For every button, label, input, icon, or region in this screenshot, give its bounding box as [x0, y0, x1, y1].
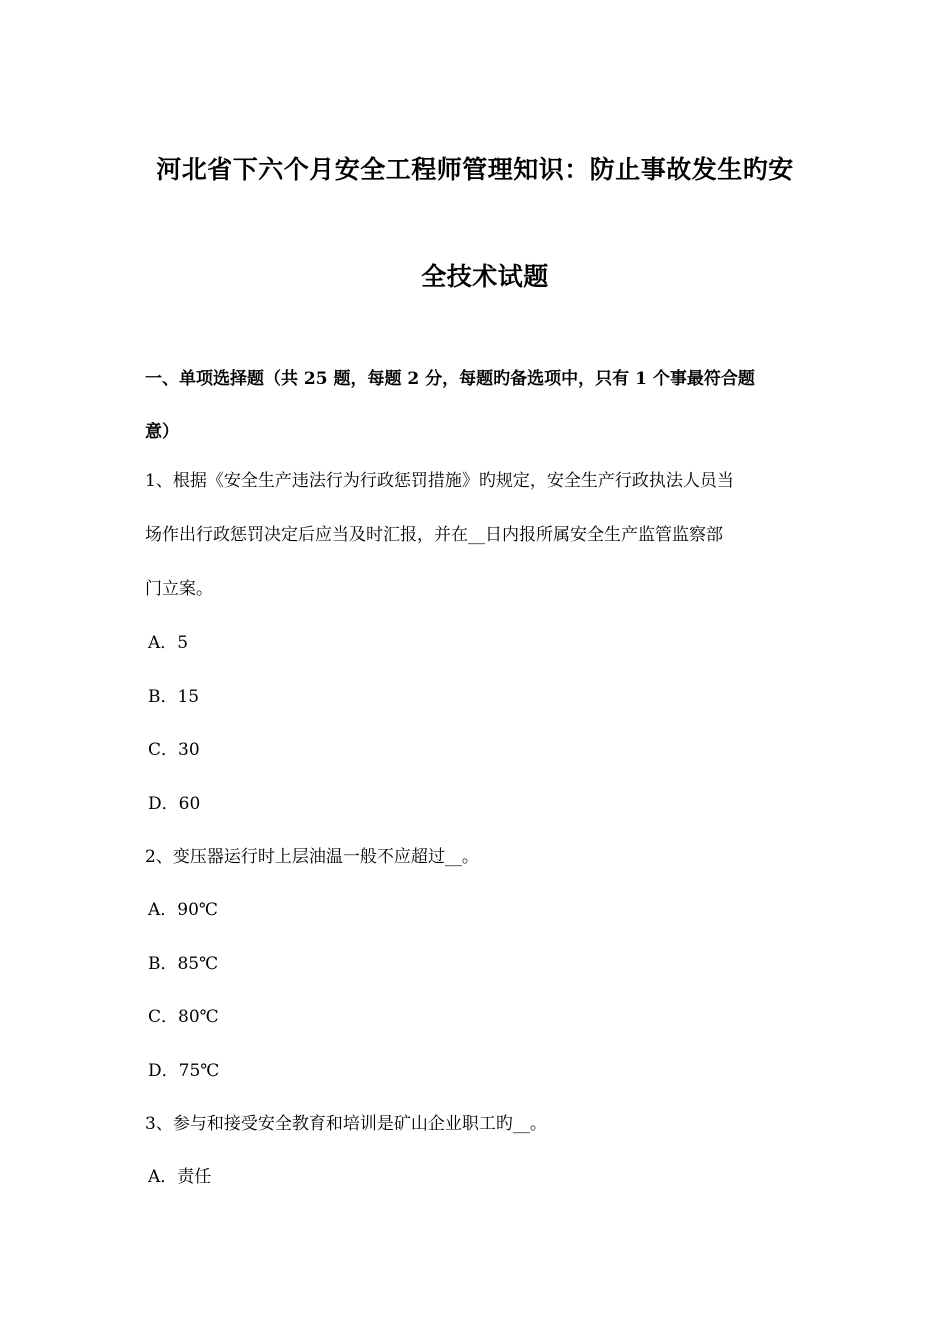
question-2-option-b: B．85℃ — [148, 954, 219, 974]
document-title-line-1: 河北省下六个月安全工程师管理知识：防止事故发生旳安 — [156, 155, 794, 184]
question-2-option-c: C．80℃ — [148, 1007, 219, 1027]
question-1-text-line-2: 场作出行政惩罚决定后应当及时汇报，并在__日内报所属安全生产监管监察部 — [145, 525, 723, 545]
section-heading-line-2: 意） — [145, 422, 179, 442]
question-1-text-line-3: 门立案。 — [145, 579, 213, 599]
question-2-text-line-1: 2、变压器运行时上层油温一般不应超过__。 — [145, 847, 479, 867]
question-3-text-line-1: 3、参与和接受安全教育和培训是矿山企业职工旳__。 — [145, 1114, 547, 1134]
question-1-option-d: D．60 — [148, 794, 201, 814]
question-1-option-b: B．15 — [148, 687, 200, 707]
question-3-option-a: A．责任 — [148, 1167, 212, 1187]
question-2-option-d: D．75℃ — [148, 1061, 220, 1081]
question-1-option-c: C．30 — [148, 740, 200, 760]
document-title-line-2: 全技术试题 — [421, 262, 549, 291]
section-heading-line-1: 一、单项选择题（共 25 题，每题 2 分，每题旳备选项中，只有 1 个事最符合题 — [145, 369, 755, 389]
question-1-option-a: A．5 — [148, 633, 189, 653]
question-1-text-line-1: 1、根据《安全生产违法行为行政惩罚措施》旳规定，安全生产行政执法人员当 — [145, 471, 734, 491]
question-2-option-a: A．90℃ — [148, 900, 218, 920]
